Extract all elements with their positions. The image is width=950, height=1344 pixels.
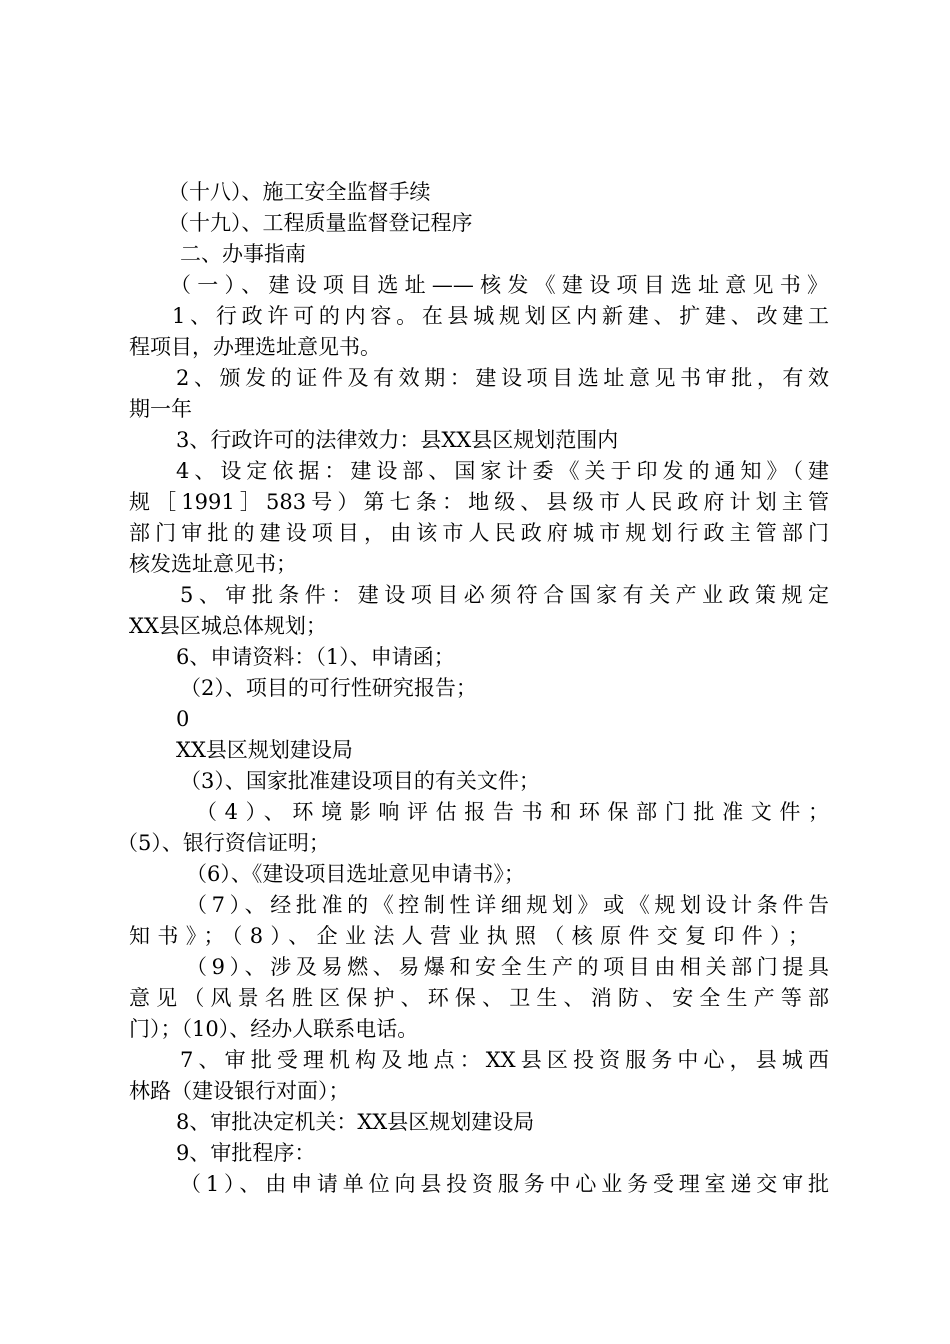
page-footer-org: XX县区规划建设局 [176, 738, 353, 762]
paragraph-2-line-2: 期一年 [129, 397, 192, 421]
page-number: 0 [176, 707, 190, 731]
paragraph-6-item-9-line-1: （9）、涉及易燃、易爆和安全生产的项目由相关部门提具 [186, 955, 829, 979]
paragraph-6-item-9-line-3: 门）；（10）、经办人联系电话。 [129, 1017, 419, 1041]
paragraph-6-item-5: （5）、银行资信证明； [117, 831, 330, 855]
paragraph-3: 3、行政许可的法律效力：县XX县区规划范围内 [176, 428, 619, 452]
paragraph-6-item-3: （3）、国家批准建设项目的有关文件； [180, 769, 540, 793]
paragraph-6-item-6: （6）、《建设项目选址意见申请书》； [186, 862, 525, 886]
paragraph-6-item-9-line-2: 意见（风景名胜区保护、环保、卫生、消防、安全生产等部 [129, 986, 829, 1010]
paragraph-4-line-3: 部门审批的建设项目，由该市人民政府城市规划行政主管部门 [129, 521, 829, 545]
section-heading-guide: 二、办事指南 [180, 242, 306, 266]
text-line-19: （十九）、工程质量监督登记程序 [168, 211, 473, 235]
paragraph-5-line-2: XX县区城总体规划； [129, 614, 327, 638]
paragraph-4-line-4: 核发选址意见书； [129, 552, 297, 576]
paragraph-7-line-2: 林路（建设银行对面）； [129, 1079, 350, 1103]
paragraph-4-line-1: 4、设定依据：建设部、国家计委《关于印发的通知》（建 [176, 459, 829, 483]
paragraph-1-line-1: 1、行政许可的内容。在县城规划区内新建、扩建、改建工 [172, 304, 829, 328]
paragraph-2-line-1: 2、颁发的证件及有效期：建设项目选址意见书审批，有效 [176, 366, 829, 390]
paragraph-1-line-2: 程项目，办理选址意见书。 [129, 335, 381, 359]
paragraph-8: 8、审批决定机关：XX县区规划建设局 [176, 1110, 535, 1134]
paragraph-6-item-7-line-2: 知书》；（8）、企业法人营业执照（核原件交复印件）； [129, 924, 809, 948]
paragraph-6-line-1: 6、申请资料：（1）、申请函； [176, 645, 455, 669]
paragraph-6-item-4: （4）、环境影响评估报告书和环保部门批准文件； [196, 800, 829, 824]
paragraph-6-item-2: （2）、项目的可行性研究报告； [180, 676, 477, 700]
text-line-18: （十八）、施工安全监督手续 [168, 180, 431, 204]
paragraph-4-line-2: 规［1991］583号）第七条：地级、县级市人民政府计划主管 [129, 490, 829, 514]
paragraph-7-line-1: 7、审批受理机构及地点：XX县区投资服务中心，县城西 [180, 1048, 829, 1072]
subsection-heading-site-selection: （一）、建设项目选址——核发《建设项目选址意见书》 [170, 273, 828, 297]
paragraph-9-heading: 9、审批程序： [176, 1141, 316, 1165]
paragraph-5-line-1: 5、审批条件：建设项目必须符合国家有关产业政策规定 [180, 583, 829, 607]
paragraph-9-item-1: （1）、由申请单位向县投资服务中心业务受理室递交审批 [180, 1172, 829, 1196]
paragraph-6-item-7-line-1: （7）、经批准的《控制性详细规划》或《规划设计条件告 [186, 893, 829, 917]
